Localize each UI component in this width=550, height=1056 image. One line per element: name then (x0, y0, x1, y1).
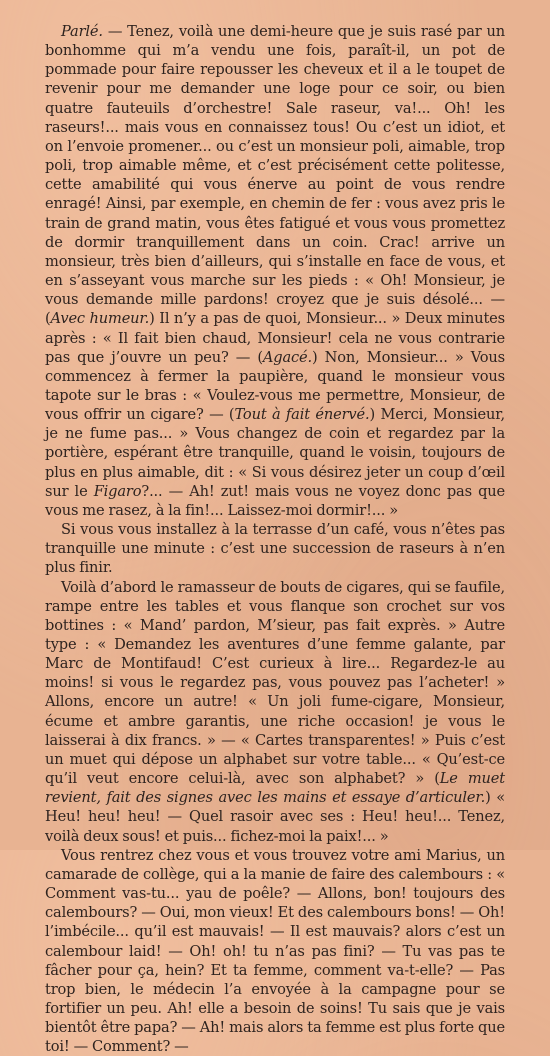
text-run: — Tenez, voilà une demi-heure que je suis rasé par un bonhomme qui m’a vendu une fois, paraît-il, un pot de pommade pour faire repousser les cheveux et il a le toupet de revenir pour me demander une loge pour ce soir, ou bien quatre fauteuils d’orchestre! Sale raseur, va!... Oh! les raseurs!... mais vous en connaissez tous! Ou c’est un idiot, et on l’envoie promener... ou c’est un monsieur poli, aimable, trop poli, trop aimable même, et c’est précisément cette politesse, cette amabilité qui vous énerve au point de vous rendre enragé! Ainsi, par exemple, en chemin de fer : vous avez pris le train de grand matin, vous êtes fatigué et vous vous promettez de dormir tranquillement dans un coin. Crac! arrive un monsieur, très bien d’ailleurs, qui s’installe en face de vous, et en s’asseyant vous marche sur les pieds : « Oh! Monsieur, je vous demande mille pardons! croyez que je suis désolé... — ( (45, 23, 505, 328)
italic-text: Avec humeur. (50, 310, 150, 328)
italic-text: Parlé. (61, 23, 103, 40)
paragraph (45, 22, 505, 520)
italic-text: Tout à fait énervé. (234, 406, 370, 424)
text-page (45, 22, 506, 1056)
text-run: Si vous vous installez à la terrasse d’un café, vous n’êtes pas tranquille une minute : c’est une succession de raseurs à n’en plus finir. (45, 521, 505, 577)
text-run: ) Non, Monsieur... » Vous commencez à fermer la paupière, quand le monsieur vous tapote sur le bras : « Voulez-vous me permettre, Monsieur, de vous offrir un cigare? — ( (45, 348, 505, 424)
paragraph (45, 578, 505, 846)
paragraph (45, 846, 505, 1056)
italic-text: Figaro (93, 482, 142, 500)
text-run: Voilà d’abord le ramasseur de bouts de cigares, qui se faufile, rampe entre les tables et vous flanque son crochet sur vos bottines : « Mand’ pardon, M’sieur, pas fait exprès. » Autre type : « Demandez les aventures d’une femme galante, par Marc de Montifaud! C’est curieux à lire... Regardez-le au moins! si vous le regardez pas, vous pouvez pas l’acheter! » Allons, encore un autre! « Un joli fume-cigare, Monsieur, écume et ambre garantis, une riche occasion! je vous le laisserai à dix francs. » — « Cartes transparentes! » Puis c’est un muet qui dépose un alphabet sur votre table... « Qu’est-ce qu’il veut encore celui-là, avec son alphabet? » ( (45, 578, 505, 788)
text-run: Vous rentrez chez vous et vous trouvez votre ami Marius, un camarade de collège, qui a la manie de faire des calembours : « Comment vas-tu... yau de poêle? — Allons, bon! toujours des calembours? — Oui, mon vieux! Et des calembours bons! — Oh! l’imbécile... qu’il est mauvais! — Il est mauvais? alors c’est un calembour laid! — Oh! oh! tu n’as pas fini? — Tu vas pas te fâcher pour ça, hein? Et ta femme, comment va-t-elle? — Pas trop bien, le médecin l’a envoyée à la campagne pour se fortifier un peu. Ah! elle a besoin de soins! Tu sais que je vais bientôt être papa? — Ah! mais alors ta femme est plus forte que toi! — Comment? — (45, 846, 505, 1056)
paragraph (45, 520, 505, 577)
text-run: ) « Heu! heu! heu! — Quel rasoir avec ses : Heu! heu!... Tenez, voilà deux sous! et puis... fichez-moi la paix!... » (45, 789, 506, 845)
text-run: ) Merci, Monsieur, je ne fume pas... » Vous changez de coin et regardez par la portière, espérant être tranquille, quand le voisin, toujours de plus en plus aimable, dit : « Si vous désirez jeter un coup d’œil sur le (45, 406, 505, 500)
text-run: ?... — Ah! zut! mais vous ne voyez donc pas que vous me rasez, à la fin!... Laissez-moi dormir!... » (45, 482, 505, 519)
text-run: ) Il n’y a pas de quoi, Monsieur... » Deux minutes après : « Il fait bien chaud, Monsieur! cela ne vous contrarie pas que j’ouvre un peu? — ( (45, 310, 505, 366)
italic-text: Agacé. (262, 348, 313, 366)
italic-text: Le muet revient, fait des signes avec les mains et essaye d’articuler. (45, 770, 506, 807)
